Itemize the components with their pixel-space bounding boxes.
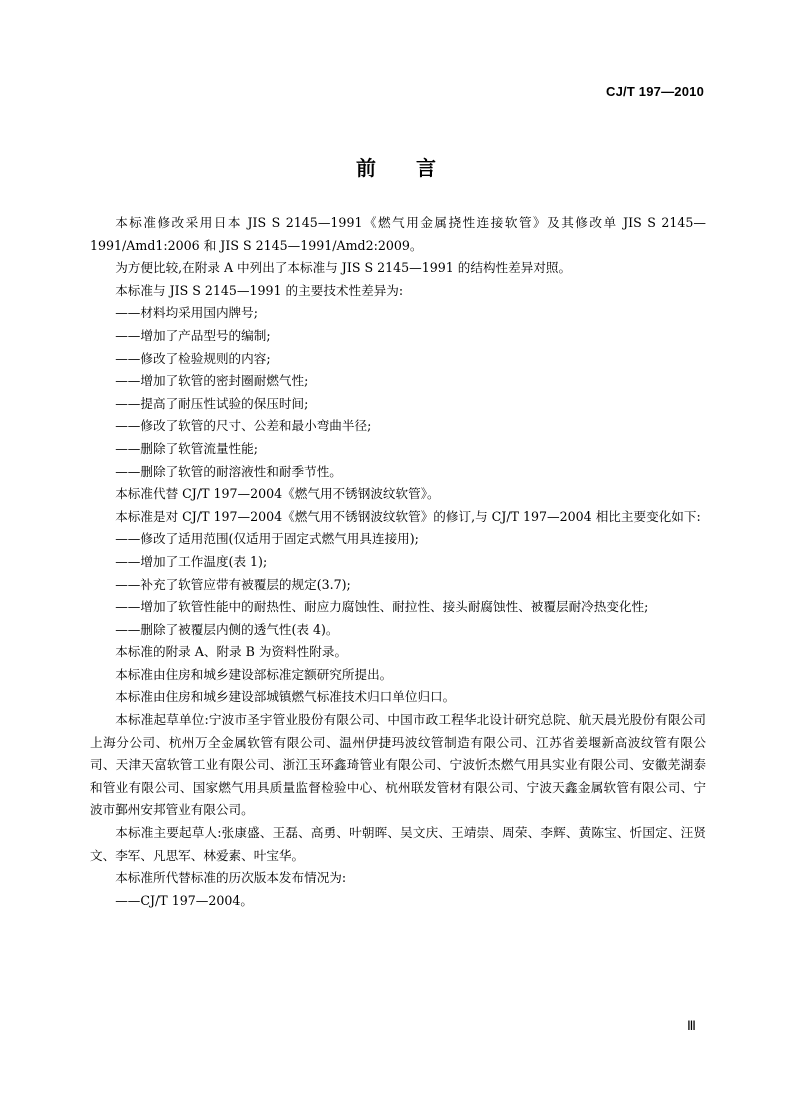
list-item: ——增加了产品型号的编制; <box>115 327 271 343</box>
list-item: ——删除了被覆层内侧的透气性(表 4)。 <box>115 621 339 637</box>
paragraph: 本标准的附录 A、附录 B 为资料性附录。 <box>115 644 348 660</box>
list-item: ——增加了工作温度(表 1); <box>115 553 268 569</box>
paragraph: 本标准由住房和城乡建设部城镇燃气标准技术归口单位归口。 <box>115 689 456 705</box>
list-item: ——修改了适用范围(仅适用于固定式燃气用具连接用); <box>115 531 419 547</box>
paragraph: 本标准由住房和城乡建设部标准定额研究所提出。 <box>115 666 393 682</box>
list-item: ——修改了检验规则的内容; <box>115 350 271 366</box>
paragraph: 本标准所代替标准的历次版本发布情况为: <box>115 870 347 886</box>
list-item: ——删除了软管的耐溶液性和耐季节性。 <box>115 463 342 479</box>
list-item: ——材料均采用国内牌号; <box>115 305 258 321</box>
list-item: ——增加了软管性能中的耐热性、耐应力腐蚀性、耐拉性、接头耐腐蚀性、被覆层耐冷热变化性; <box>115 599 649 615</box>
paragraph: 为方便比较,在附录 A 中列出了本标准与 JIS S 2145—1991 的结构性差异对照。 <box>115 260 572 276</box>
list-item: ——提高了耐压性试验的保压时间; <box>115 395 309 411</box>
paragraph: 本标准是对 CJ/T 197—2004《燃气用不锈钢波纹软管》的修订,与 CJ/T 197—2004 相比主要变化如下: <box>115 508 701 524</box>
paragraph: 本标准修改采用日本 JIS S 2145—1991《燃气用金属挠性连接软管》及其修改单 JIS S 2145—1991/Amd1:2006 和 JIS S 2145—1991/Amd2:2009。 <box>90 215 706 253</box>
page-number: Ⅲ <box>687 1018 696 1033</box>
list-item: ——增加了软管的密封圈耐燃气性; <box>115 373 309 389</box>
list-item: ——修改了软管的尺寸、公差和最小弯曲半径; <box>115 418 372 434</box>
standard-code: CJ/T 197—2010 <box>606 84 704 99</box>
paragraph: 本标准起草单位:宁波市圣宇管业股份有限公司、中国市政工程华北设计研究总院、航天晨光股份有限公司上海分公司、杭州万全金属软管有限公司、温州伊捷玛波纹管制造有限公司、江苏省姜堰新高波纹管有限公司、天津天富软管工业有限公司、浙江玉环鑫琦管业有限公司、宁波忻杰燃气用具实业有限公司、安徽芜湖泰和管业有限公司、国家燃气用具质量监督检验中心、杭州联发管材有限公司、宁波天鑫金属软管有限公司、宁波市鄞州安邦管业有限公司。 <box>90 712 706 818</box>
paragraph: 本标准代替 CJ/T 197—2004《燃气用不锈钢波纹软管》。 <box>115 486 440 502</box>
page-title: 前 言 <box>356 156 436 180</box>
paragraph: 本标准主要起草人:张康盛、王磊、高勇、叶朝晖、吴文庆、王靖崇、周荣、李辉、黄陈宝、忻国定、汪贤文、李军、凡思军、林爱素、叶宝华。 <box>90 825 706 863</box>
paragraph: 本标准与 JIS S 2145—1991 的主要技术性差异为: <box>115 282 404 298</box>
list-item: ——补充了软管应带有被覆层的规定(3.7); <box>115 576 351 592</box>
list-item: ——删除了软管流量性能; <box>115 440 258 456</box>
document-body <box>90 212 706 912</box>
list-item: ——CJ/T 197—2004。 <box>115 892 253 908</box>
